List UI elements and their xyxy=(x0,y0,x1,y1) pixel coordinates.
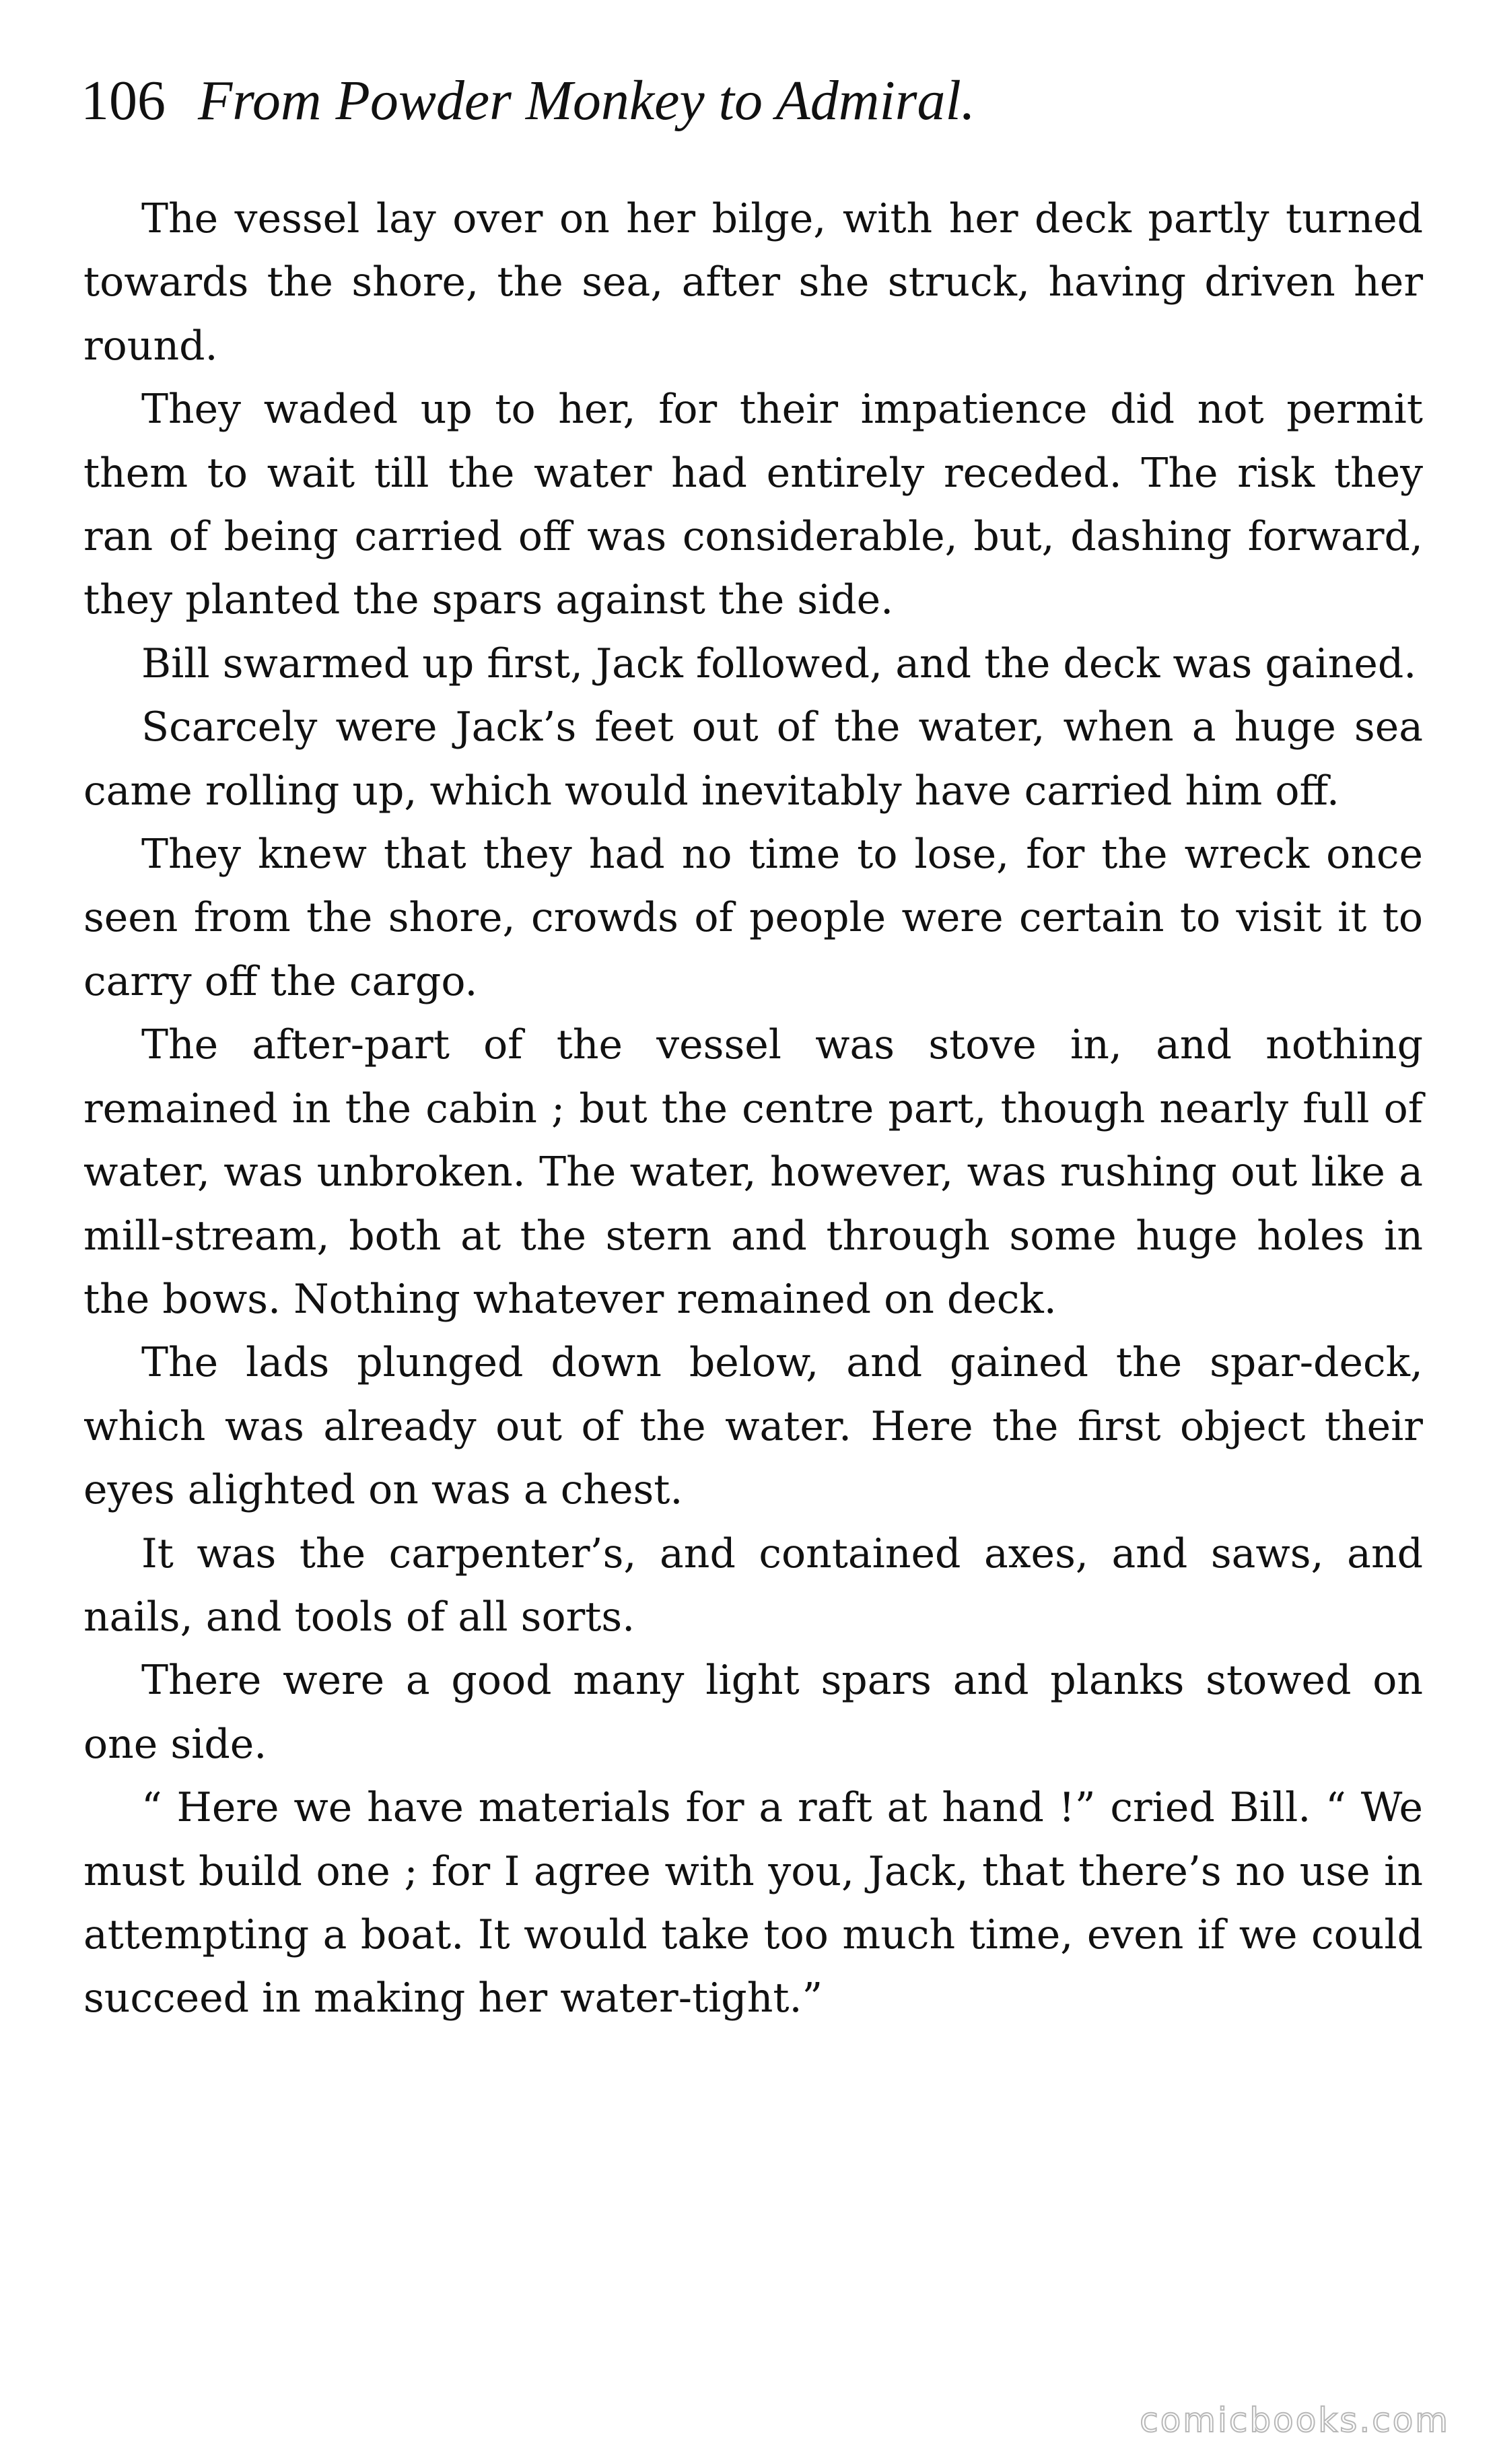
paragraph-5: They knew that they had no time to lose, for the wreck once seen from the shore, crowds of people were certain to visit it to carry off the cargo. xyxy=(83,831,1423,1005)
paragraph-6: The after-part of the vessel was stove in, and nothing remained in the cabin ; but the centre part, though nearly full of water, was unbroken. The water, however, was rushing out like a mill-stream, both at the stern and through some huge holes in the bows. Nothing whatever remained on deck. xyxy=(83,1021,1423,1323)
paragraph-10: “ Here we have materials for a raft at hand !” cried Bill. “ We must build one ; for I agree with you, Jack, that there’s no use in attempting a boat. It would take too much time, even if we could succeed in making her water-tight.” xyxy=(83,1784,1423,2022)
body-text xyxy=(83,187,1423,2030)
paragraph-3: Bill swarmed up first, Jack followed, and the deck was gained. xyxy=(141,640,1417,687)
paragraph-9: There were a good many light spars and planks stowed on one side. xyxy=(83,1657,1423,1768)
paragraph-7: The lads plunged down below, and gained the spar-deck, which was already out of the water. Here the first object their eyes alighted on was a chest. xyxy=(83,1339,1423,1514)
watermark: comicbooks.com xyxy=(1140,2401,1450,2440)
paragraph-1: The vessel lay over on her bilge, with her deck partly turned towards the shore, the sea, after she struck, having driven her round. xyxy=(83,195,1423,370)
paragraph-8: It was the carpenter’s, and contained axes, and saws, and nails, and tools of all sorts. xyxy=(83,1530,1423,1641)
book-title: From Powder Monkey to Admiral. xyxy=(198,69,975,132)
page-number: 106 xyxy=(81,69,166,132)
paragraph-4: Scarcely were Jack’s feet out of the water, when a huge sea came rolling up, which would inevitably have carried him off. xyxy=(83,704,1423,815)
paragraph-2: They waded up to her, for their impatience did not permit them to wait till the water had entirely receded. The risk they ran of being carried off was considerable, but, dashing forward, they planted the spars against the side. xyxy=(83,386,1423,624)
running-head xyxy=(81,64,1420,138)
